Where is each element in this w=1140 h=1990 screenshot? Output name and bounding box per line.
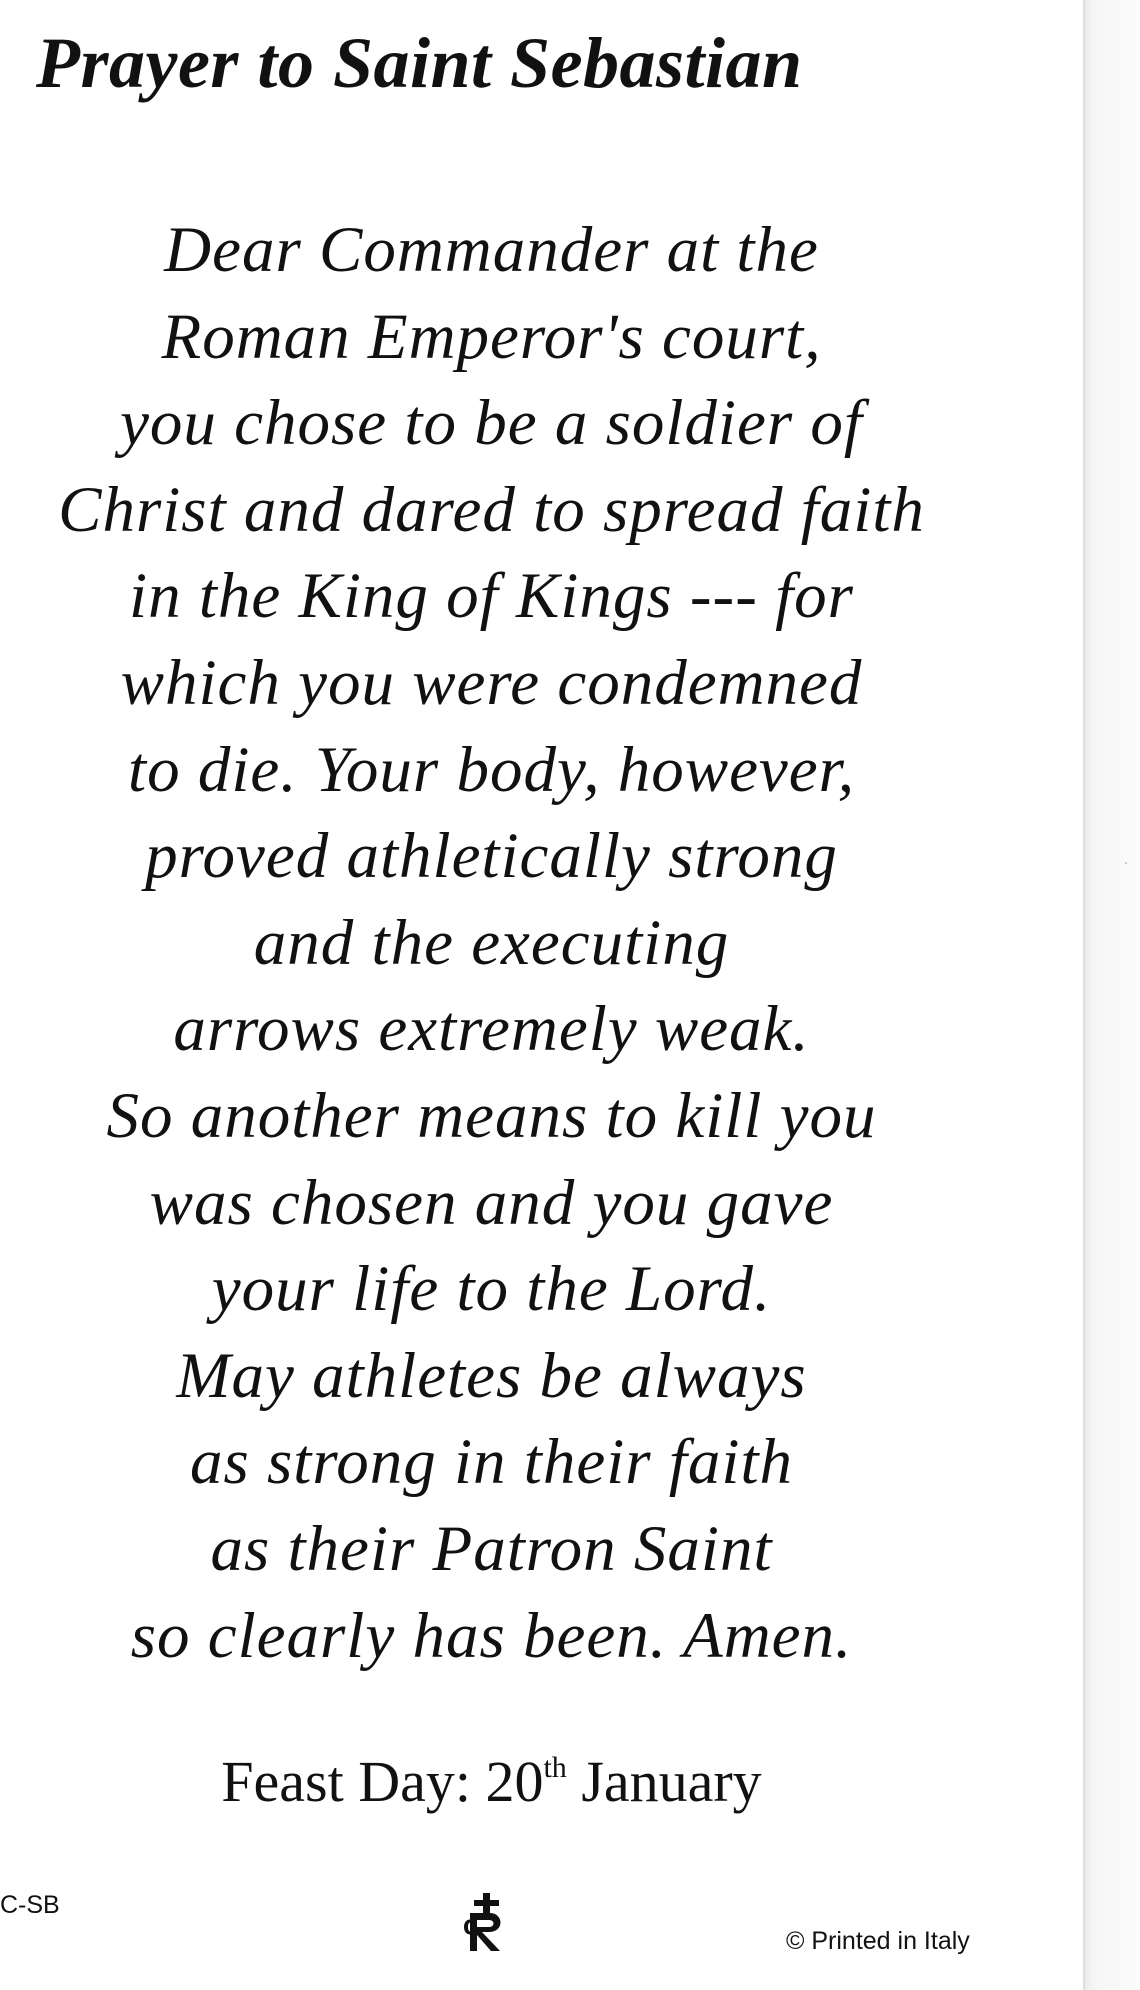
cross-monogram-icon	[460, 1893, 514, 1955]
feast-day	[0, 1747, 983, 1817]
prayer-line: So another means to kill you	[106, 1079, 877, 1152]
prayer-line: Christ and dared to spread faith	[58, 473, 925, 546]
prayer-line: as their Patron Saint	[210, 1512, 773, 1585]
prayer-line: was chosen and you gave	[149, 1166, 834, 1239]
product-code: C-SB	[0, 1891, 60, 1919]
prayer-line: which you were condemned	[120, 646, 863, 719]
prayer-text	[0, 207, 983, 1679]
prayer-line: to die. Your body, however,	[128, 733, 855, 806]
prayer-line: so clearly has been. Amen.	[130, 1599, 853, 1672]
printed-in-italy: © Printed in Italy	[786, 1927, 970, 1955]
prayer-line: as strong in their faith	[189, 1426, 794, 1499]
feast-day-ordinal: th	[543, 1751, 567, 1784]
card-edge-shadow	[1083, 0, 1140, 1990]
prayer-line: May athletes be always	[176, 1339, 807, 1412]
prayer-line: in the King of Kings --- for	[129, 560, 854, 633]
scan-artifact	[1125, 862, 1127, 864]
prayer-line: Roman Emperor's court,	[161, 300, 822, 373]
feast-day-month: January	[566, 1749, 762, 1814]
prayer-line: proved athletically strong	[145, 820, 838, 893]
prayer-line: Dear Commander at the	[164, 214, 819, 286]
prayer-line: arrows extremely weak.	[173, 993, 810, 1066]
prayer-line: and the executing	[253, 906, 730, 979]
prayer-line: your life to the Lord.	[211, 1253, 772, 1326]
prayer-title: Prayer to Saint Sebastian	[36, 23, 803, 103]
prayer-line: you chose to be a soldier of	[120, 387, 863, 460]
feast-day-label: Feast Day: 20	[221, 1749, 544, 1814]
